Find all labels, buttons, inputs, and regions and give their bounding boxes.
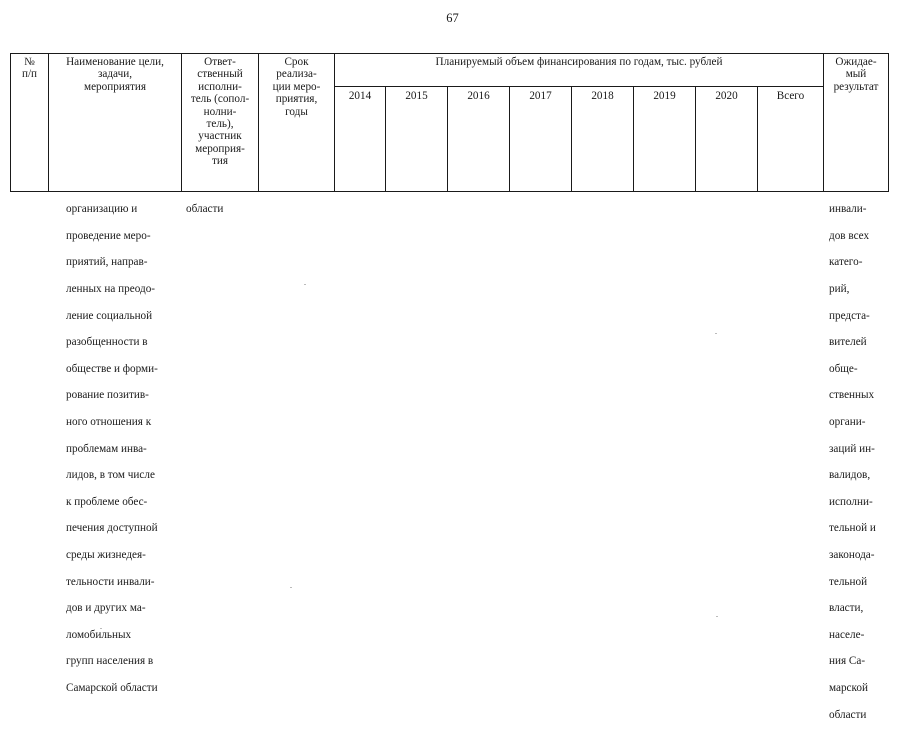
text-line: тельной: [829, 575, 868, 588]
executor-text: [186, 190, 256, 230]
text-line: тельной и: [829, 522, 876, 535]
text-line: ния Са-: [829, 655, 866, 668]
text-line: тельности инвали-: [66, 575, 155, 588]
measure-name-text: [66, 190, 182, 709]
scan-speck: [716, 616, 718, 617]
scan-speck: [715, 333, 717, 334]
header-year-2016: 2016: [448, 87, 510, 192]
header-year-2018: 2018: [572, 87, 634, 192]
text-line: валидов,: [829, 469, 871, 482]
text-line: проведение меро-: [66, 229, 151, 242]
text-line: обществе и форми-: [66, 362, 158, 375]
text-line: ного отношения к: [66, 416, 152, 429]
text-line: заций ин-: [829, 442, 875, 455]
text-line: вителей: [829, 336, 867, 349]
header-result: Ожидае- мый результат: [824, 54, 889, 192]
text-line: Самарской области: [66, 681, 158, 694]
text-line: марской: [829, 681, 868, 694]
header-term: Срок реализа- ции меро- приятия, годы: [259, 54, 335, 192]
text-line: лидов, в том числе: [66, 469, 155, 482]
header-year-2015: 2015: [386, 87, 448, 192]
text-line: законода-: [829, 549, 875, 562]
text-line: инвали-: [829, 203, 867, 216]
header-year-2014: 2014: [335, 87, 386, 192]
text-line: проблемам инва-: [66, 442, 147, 455]
text-line: области: [829, 708, 867, 721]
text-line: групп населения в: [66, 655, 154, 668]
text-line: предста-: [829, 309, 870, 322]
text-line: к проблеме обес-: [66, 495, 148, 508]
text-line: катего-: [829, 256, 863, 269]
text-line: приятий, направ-: [66, 256, 148, 269]
text-line: ленных на преодо-: [66, 283, 156, 296]
text-line: печения доступной: [66, 522, 158, 535]
text-line: организацию и: [66, 203, 138, 216]
text-line: среды жизнедея-: [66, 549, 146, 562]
expected-result-text: [829, 190, 885, 735]
header-num: № п/п: [11, 54, 49, 192]
scan-speck: [304, 284, 306, 285]
header-funding: Планируемый объем финансирования по годам, тыс. рублей: [335, 54, 824, 87]
text-line: дов и других ма-: [66, 602, 146, 615]
text-line: рий,: [829, 283, 850, 296]
page-number: 67: [446, 11, 459, 25]
text-line: рование позитив-: [66, 389, 149, 402]
text-line: обще-: [829, 362, 858, 375]
text-line: области: [186, 203, 224, 216]
header-year-2019: 2019: [634, 87, 696, 192]
text-line: ломобильных: [66, 628, 132, 641]
header-name: Наименование цели, задачи, мероприятия: [49, 54, 182, 192]
text-line: ственных: [829, 389, 875, 402]
header-year-2020: 2020: [696, 87, 758, 192]
text-line: исполни-: [829, 495, 873, 508]
header-executor: Ответ- ственный исполни- тель (сопол- нолни- тель), участник мероприя- тия: [182, 54, 259, 192]
scan-speck: [100, 628, 102, 629]
text-line: органи-: [829, 416, 866, 429]
text-line: населе-: [829, 628, 865, 641]
funding-table-header: [10, 53, 889, 192]
header-total: Всего: [758, 87, 824, 192]
text-line: власти,: [829, 602, 864, 615]
header-year-2017: 2017: [510, 87, 572, 192]
text-line: дов всех: [829, 229, 870, 242]
text-line: разобщенности в: [66, 336, 148, 349]
scan-speck: [290, 587, 292, 588]
text-line: ление социальной: [66, 309, 153, 322]
